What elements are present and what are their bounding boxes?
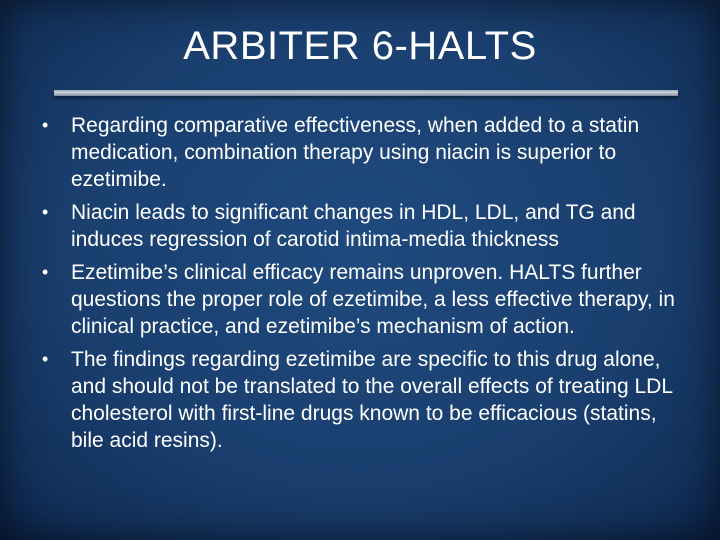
bullet-dot-icon: • [42,115,49,135]
bullet-item [40,346,690,454]
bullet-list [40,112,690,460]
bullet-dot-icon: • [42,262,49,282]
bullet-text: Regarding comparative effectiveness, when added to a statin medication, combination therapy using niacin is superior to ezetimibe. [71,114,640,191]
bullet-text: The findings regarding ezetimibe are specific to this drug alone, and should not be translated to the overall effects of treating LDL cholesterol with first-line drugs known to be efficacious (statins, bile acid resins). [71,348,673,452]
bullet-dot-icon: • [42,349,49,369]
title-divider [54,90,678,96]
bullet-text: Niacin leads to significant changes in HDL, LDL, and TG and induces regression of carotid intima-media thickness [71,201,636,251]
bullet-item [40,112,690,193]
bullet-item [40,259,690,340]
bullet-item [40,199,690,253]
slide-title: ARBITER 6-HALTS [183,24,537,68]
bullet-text: Ezetimibe’s clinical efficacy remains unproven. HALTS further questions the proper role of ezetimibe, a less effective therapy, in clinical practice, and ezetimibe’s mechanism of action. [71,261,675,338]
bullet-dot-icon: • [42,202,49,222]
